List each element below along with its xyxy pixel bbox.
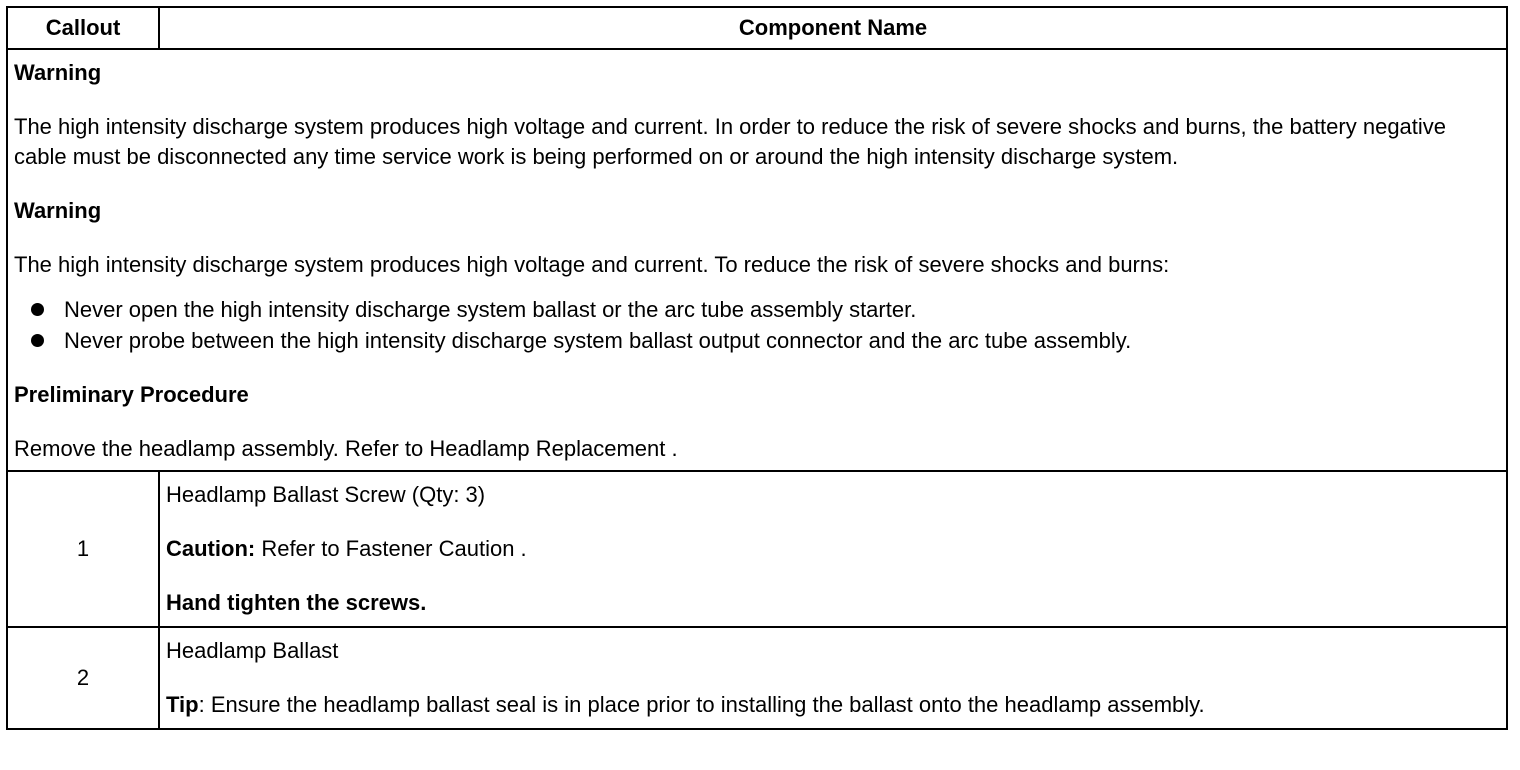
warning-heading: Warning (14, 198, 102, 223)
bullet-text: Never probe between the high intensity discharge system ballast output connector and the arc tube assembly. (64, 328, 1132, 353)
component-name: Headlamp Ballast (166, 638, 339, 663)
component-cell (159, 627, 1507, 729)
table-row (7, 627, 1507, 729)
preliminary-heading: Preliminary Procedure (14, 382, 249, 407)
component-name: Headlamp Ballast Screw (Qty: 3) (166, 482, 486, 507)
tip-label: Tip (166, 692, 199, 717)
caution-label: Caution: (166, 536, 256, 561)
warning-heading: Warning (14, 60, 102, 85)
tip-note (166, 690, 1500, 720)
component-name-column-header: Component Name (159, 7, 1507, 49)
table-header-row (7, 7, 1507, 49)
list-item (14, 325, 1500, 356)
caution-note (166, 534, 1500, 564)
warning-text: The high intensity discharge system produces high voltage and current. To reduce the risk of severe shocks and burns: (14, 252, 1170, 277)
list-item (14, 294, 1500, 325)
warnings-cell (7, 49, 1507, 471)
callout-cell: 2 (7, 627, 159, 729)
tip-text: : Ensure the headlamp ballast seal is in place prior to installing the ballast onto the headlamp assembly. (198, 692, 1205, 717)
warnings-row (7, 49, 1507, 471)
bullet-icon (31, 303, 44, 316)
callout-cell: 1 (7, 471, 159, 627)
procedure-table (6, 6, 1508, 730)
bullet-text: Never open the high intensity discharge system ballast or the arc tube assembly starter. (64, 297, 917, 322)
warning-text: The high intensity discharge system produces high voltage and current. In order to reduce the risk of severe shocks and burns, the battery negative cable must be disconnected any time service work is being performed on or around the high intensity discharge system. (14, 114, 1447, 169)
component-cell (159, 471, 1507, 627)
step-block (160, 628, 1506, 728)
preliminary-text: Remove the headlamp assembly. Refer to Headlamp Replacement . (14, 436, 678, 461)
warning-bullet-list (14, 294, 1500, 356)
step-block (160, 472, 1506, 626)
instruction (166, 588, 1500, 618)
warnings-block (8, 50, 1506, 470)
table-row (7, 471, 1507, 627)
bullet-icon (31, 334, 44, 347)
caution-text: Refer to Fastener Caution . (255, 536, 527, 561)
callout-column-header: Callout (7, 7, 159, 49)
instruction-text: Hand tighten the screws. (166, 590, 427, 615)
